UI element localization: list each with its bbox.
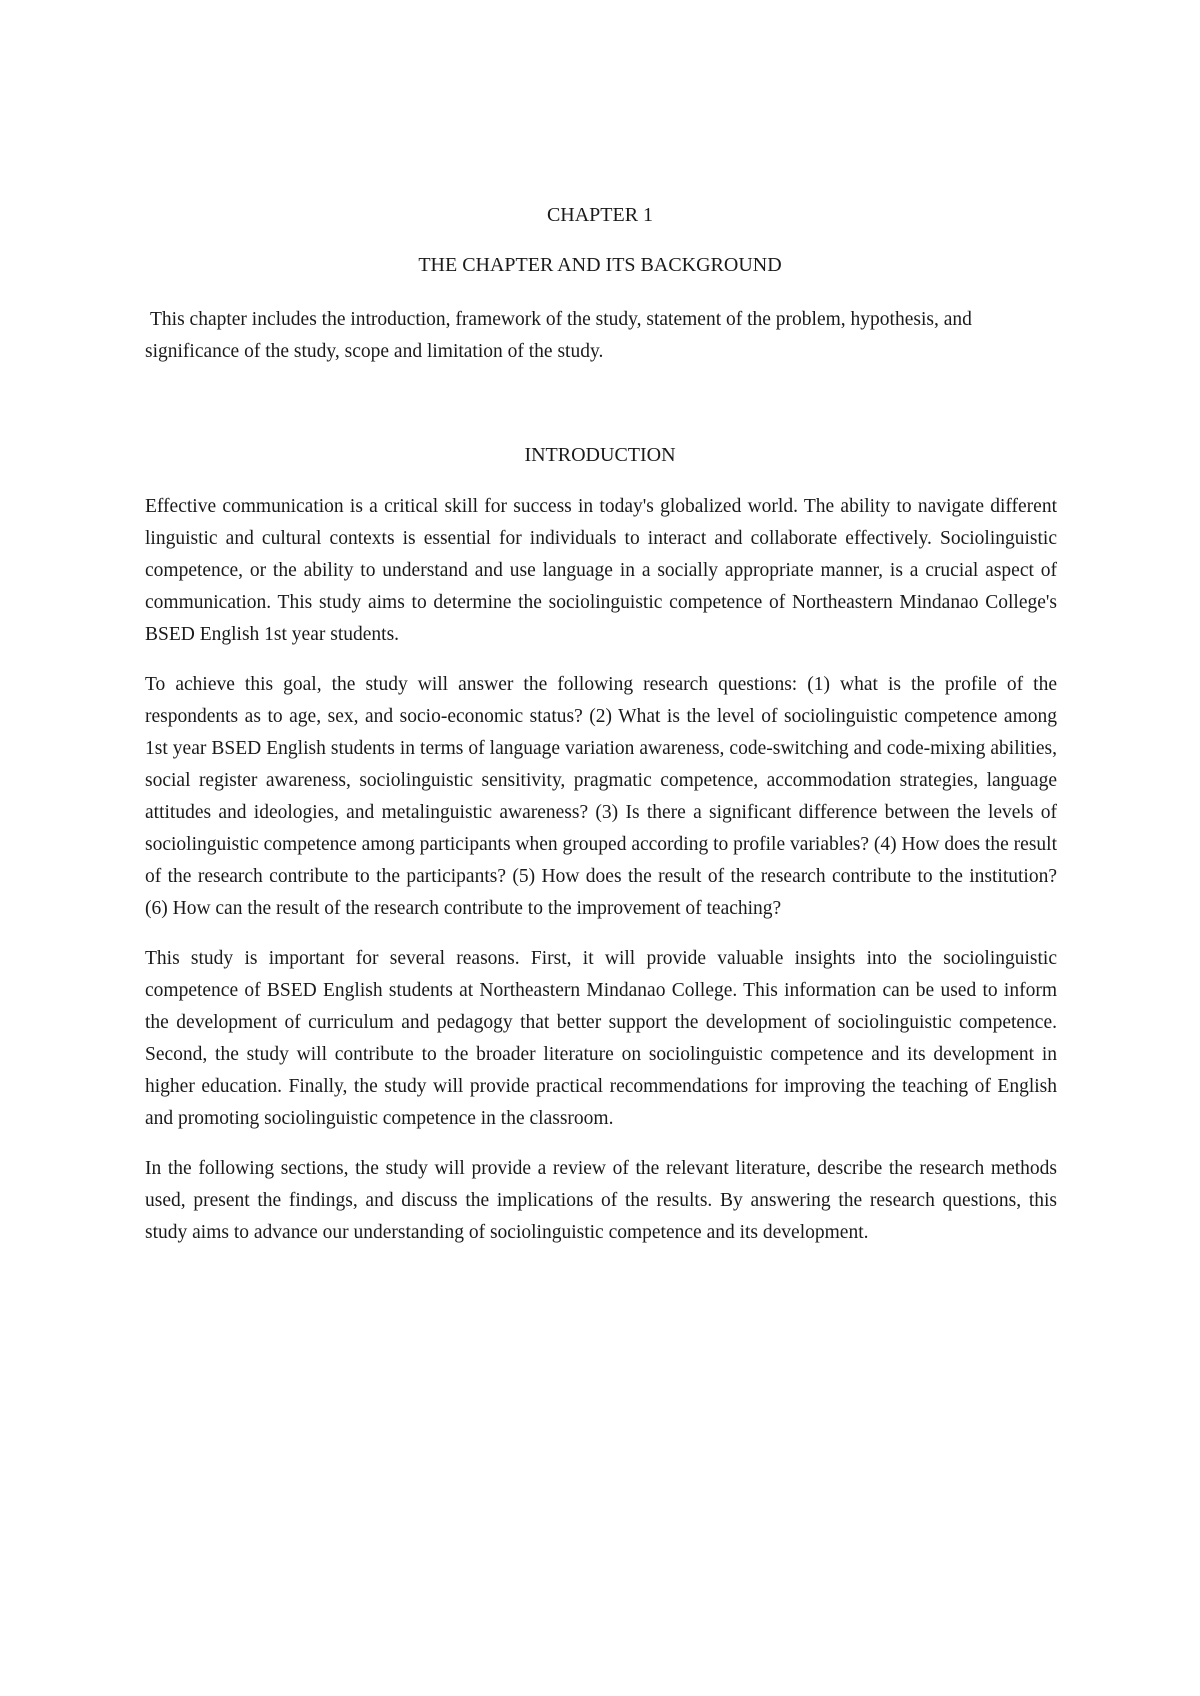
paragraph: This study is important for several reasons. First, it will provide valuable insights into the sociolinguistic competence of BSED English students at Northeastern Mindanao College. This information can be used to inform the development of curriculum and pedagogy that better support the development of sociolinguistic competence. Second, the study will contribute to the broader literature on sociolinguistic competence and its development in higher education. Finally, the study will provide practical recommendations for improving the teaching of English and promoting sociolinguistic competence in the classroom. [145,948,1057,1129]
paragraph: In the following sections, the study will provide a review of the relevant literature, describe the research methods used, present the findings, and discuss the implications of the results. By answering the research questions, this study aims to advance our understanding of sociolinguistic competence and its development. [145,1158,1057,1243]
chapter-number: CHAPTER 1 [546,204,654,226]
chapter-title: THE CHAPTER AND ITS BACKGROUND [418,254,782,276]
paragraph: Effective communication is a critical skill for success in today's globalized world. The ability to navigate different linguistic and cultural contexts is essential for individuals to interact and collaborate effectively. Sociolinguistic competence, or the ability to understand and use language in a socially appropriate manner, is a crucial aspect of communication. This study aims to determine the sociolinguistic competence of Northeastern Mindanao College's BSED English 1st year students. [145,496,1057,645]
section-heading-introduction: INTRODUCTION [524,444,676,466]
chapter-intro: This chapter includes the introduction, framework of the study, statement of the problem, hypothesis, and significance of the study, scope and limitation of the study. [145,309,972,362]
paragraph: To achieve this goal, the study will answer the following research questions: (1) what is the profile of the respondents as to age, sex, and socio-economic status? (2) What is the level of sociolinguistic competence among 1st year BSED English students in terms of language variation awareness, code-switching and code-mixing abilities, social register awareness, sociolinguistic sensitivity, pragmatic competence, accommodation strategies, language attitudes and ideologies, and metalinguistic awareness? (3) Is there a significant difference between the levels of sociolinguistic competence among participants when grouped according to profile variables? (4) How does the result of the research contribute to the participants? (5) How does the result of the research contribute to the institution? (6) How can the result of the research contribute to the improvement of teaching? [145,674,1057,919]
body-text [145,491,1057,1267]
